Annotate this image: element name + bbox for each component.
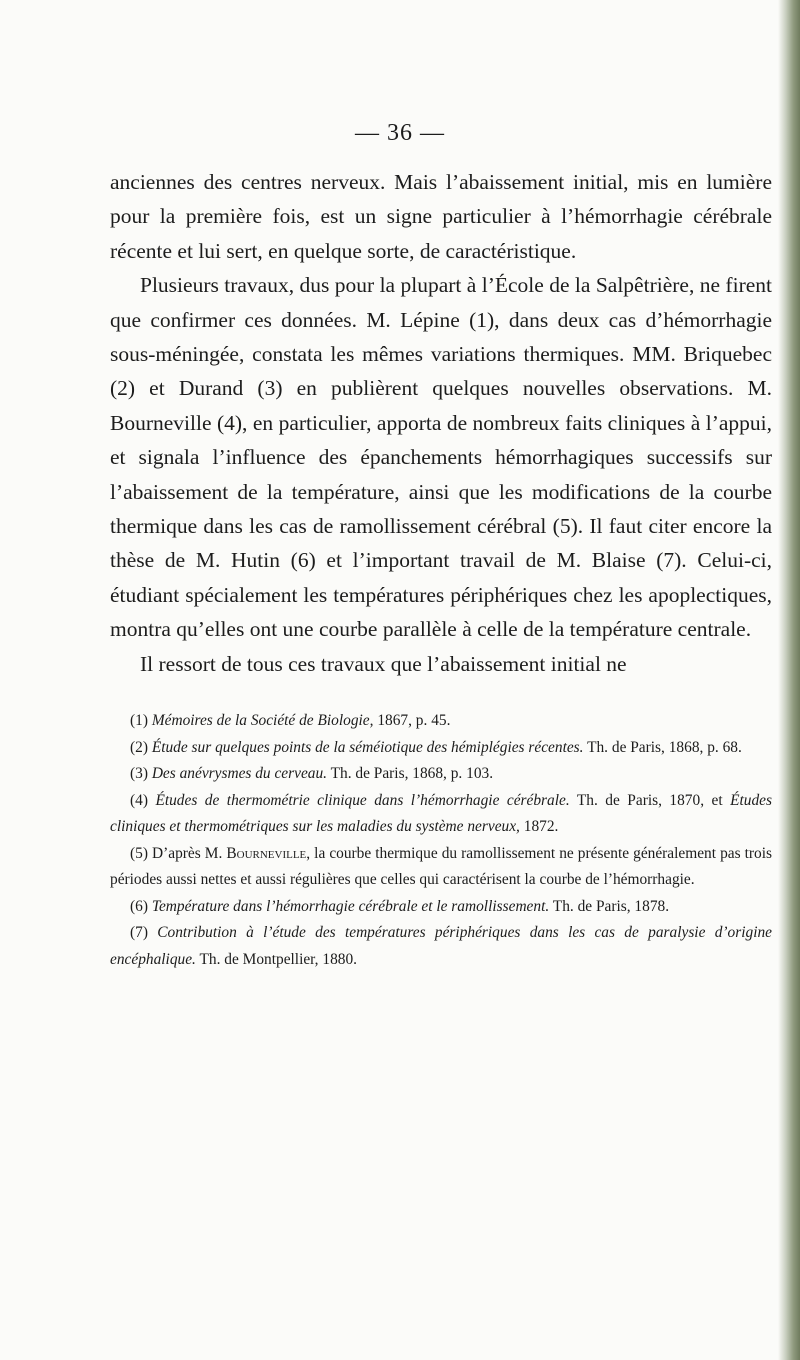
footnote-title: Des anévrysmes du cerveau.: [151, 765, 328, 782]
footnote-text: Th. de Paris, 1878.: [549, 897, 670, 915]
footnote-number: (1): [130, 712, 148, 729]
footnote-text: Th. de Montpellier, 1880.: [195, 950, 358, 968]
paragraph-2: Plusieurs travaux, dus pour la plupart à l’École de la Salpêtrière, ne firent que confirmer ces données. M. Lépine (1), dans deux cas d’hémorrhagie sous-méningée, constata les mêmes variations thermiques. MM. Briquebec (2) et Durand (3) en publièrent quelques nouvelles observations. M. Bourneville (4), en particulier, apporta de nombreux faits cliniques à l’appui, et signala l’influence des épanchements hémorrhagiques successifs sur l’abaissement de la température, ainsi que les modifications de la courbe thermique dans les cas de ramollissement cérébral (5). Il faut citer encore la thèse de M. Hutin (6) et l’important travail de M. Blaise (7). Celui-ci, étudiant spécialement les températures périphériques chez les apoplectiques, montra qu’elles ont une courbe parallèle à celle de la température centrale.: [110, 273, 772, 642]
footnote-number: (5): [130, 844, 148, 862]
footnote-7: [110, 920, 772, 973]
footnote-title: Contribution à l’étude des températures périphériques dans les cas de paralysie d’origine encéphalique.: [110, 924, 772, 968]
paragraph-1: anciennes des centres nerveux. Mais l’abaissement initial, mis en lumière pour la première fois, est un signe particulier à l’hémorrhagie cérébrale récente et lui sert, en quelque sorte, de caractéristique.: [110, 170, 772, 263]
footnote-text: Th. de Paris, 1868, p. 103.: [327, 765, 494, 782]
footnote-number: (7): [130, 924, 148, 941]
footnote-number: (2): [130, 738, 148, 756]
footnotes: [110, 708, 772, 973]
footnote-5: [110, 841, 772, 894]
footnote-text: D’après M.: [147, 844, 227, 862]
footnote-title: Étude sur quelques points de la séméiotique des hémiplégies récentes.: [151, 738, 584, 756]
footnote-3: [110, 761, 772, 788]
footnote-author: Bourneville: [226, 844, 307, 862]
scan-edge: [778, 0, 800, 1360]
footnote-2: [110, 735, 772, 762]
footnote-title: Études de thermométrie clinique dans l’hémorrhagie cérébrale.: [155, 791, 570, 809]
footnote-text: Th. de Paris, 1868, p. 68.: [583, 738, 742, 756]
footnote-title: Mémoires de la Société de Biologie,: [151, 712, 374, 729]
footnote-number: (4): [130, 791, 148, 809]
footnote-6: [110, 894, 772, 921]
footnote-text: 1867, p. 45.: [373, 712, 451, 729]
footnote-text: Th. de Paris, 1870, et: [569, 791, 731, 809]
page-number: — 36 —: [355, 120, 445, 146]
footnote-title: Température dans l’hémorrhagie cérébrale et le ramollissement.: [151, 897, 550, 915]
footnote-text-2: 1872.: [519, 818, 559, 835]
footnote-number: (3): [130, 765, 148, 782]
paragraph-3: Il ressort de tous ces travaux que l’abaissement initial ne: [140, 651, 627, 676]
main-text: [110, 165, 772, 681]
footnote-text-2: , la courbe thermique du ramollissement ne présente généralement pas trois périodes aussi nettes et aussi régulières que celles qui caractérisent la courbe de l’hémorrhagie.: [110, 844, 772, 888]
footnote-1: [110, 708, 772, 735]
footnote-title-2: Études cliniques et thermométriques sur les maladies du système nerveux,: [110, 791, 772, 835]
footnote-number: (6): [130, 897, 148, 915]
footnote-4: [110, 788, 772, 841]
